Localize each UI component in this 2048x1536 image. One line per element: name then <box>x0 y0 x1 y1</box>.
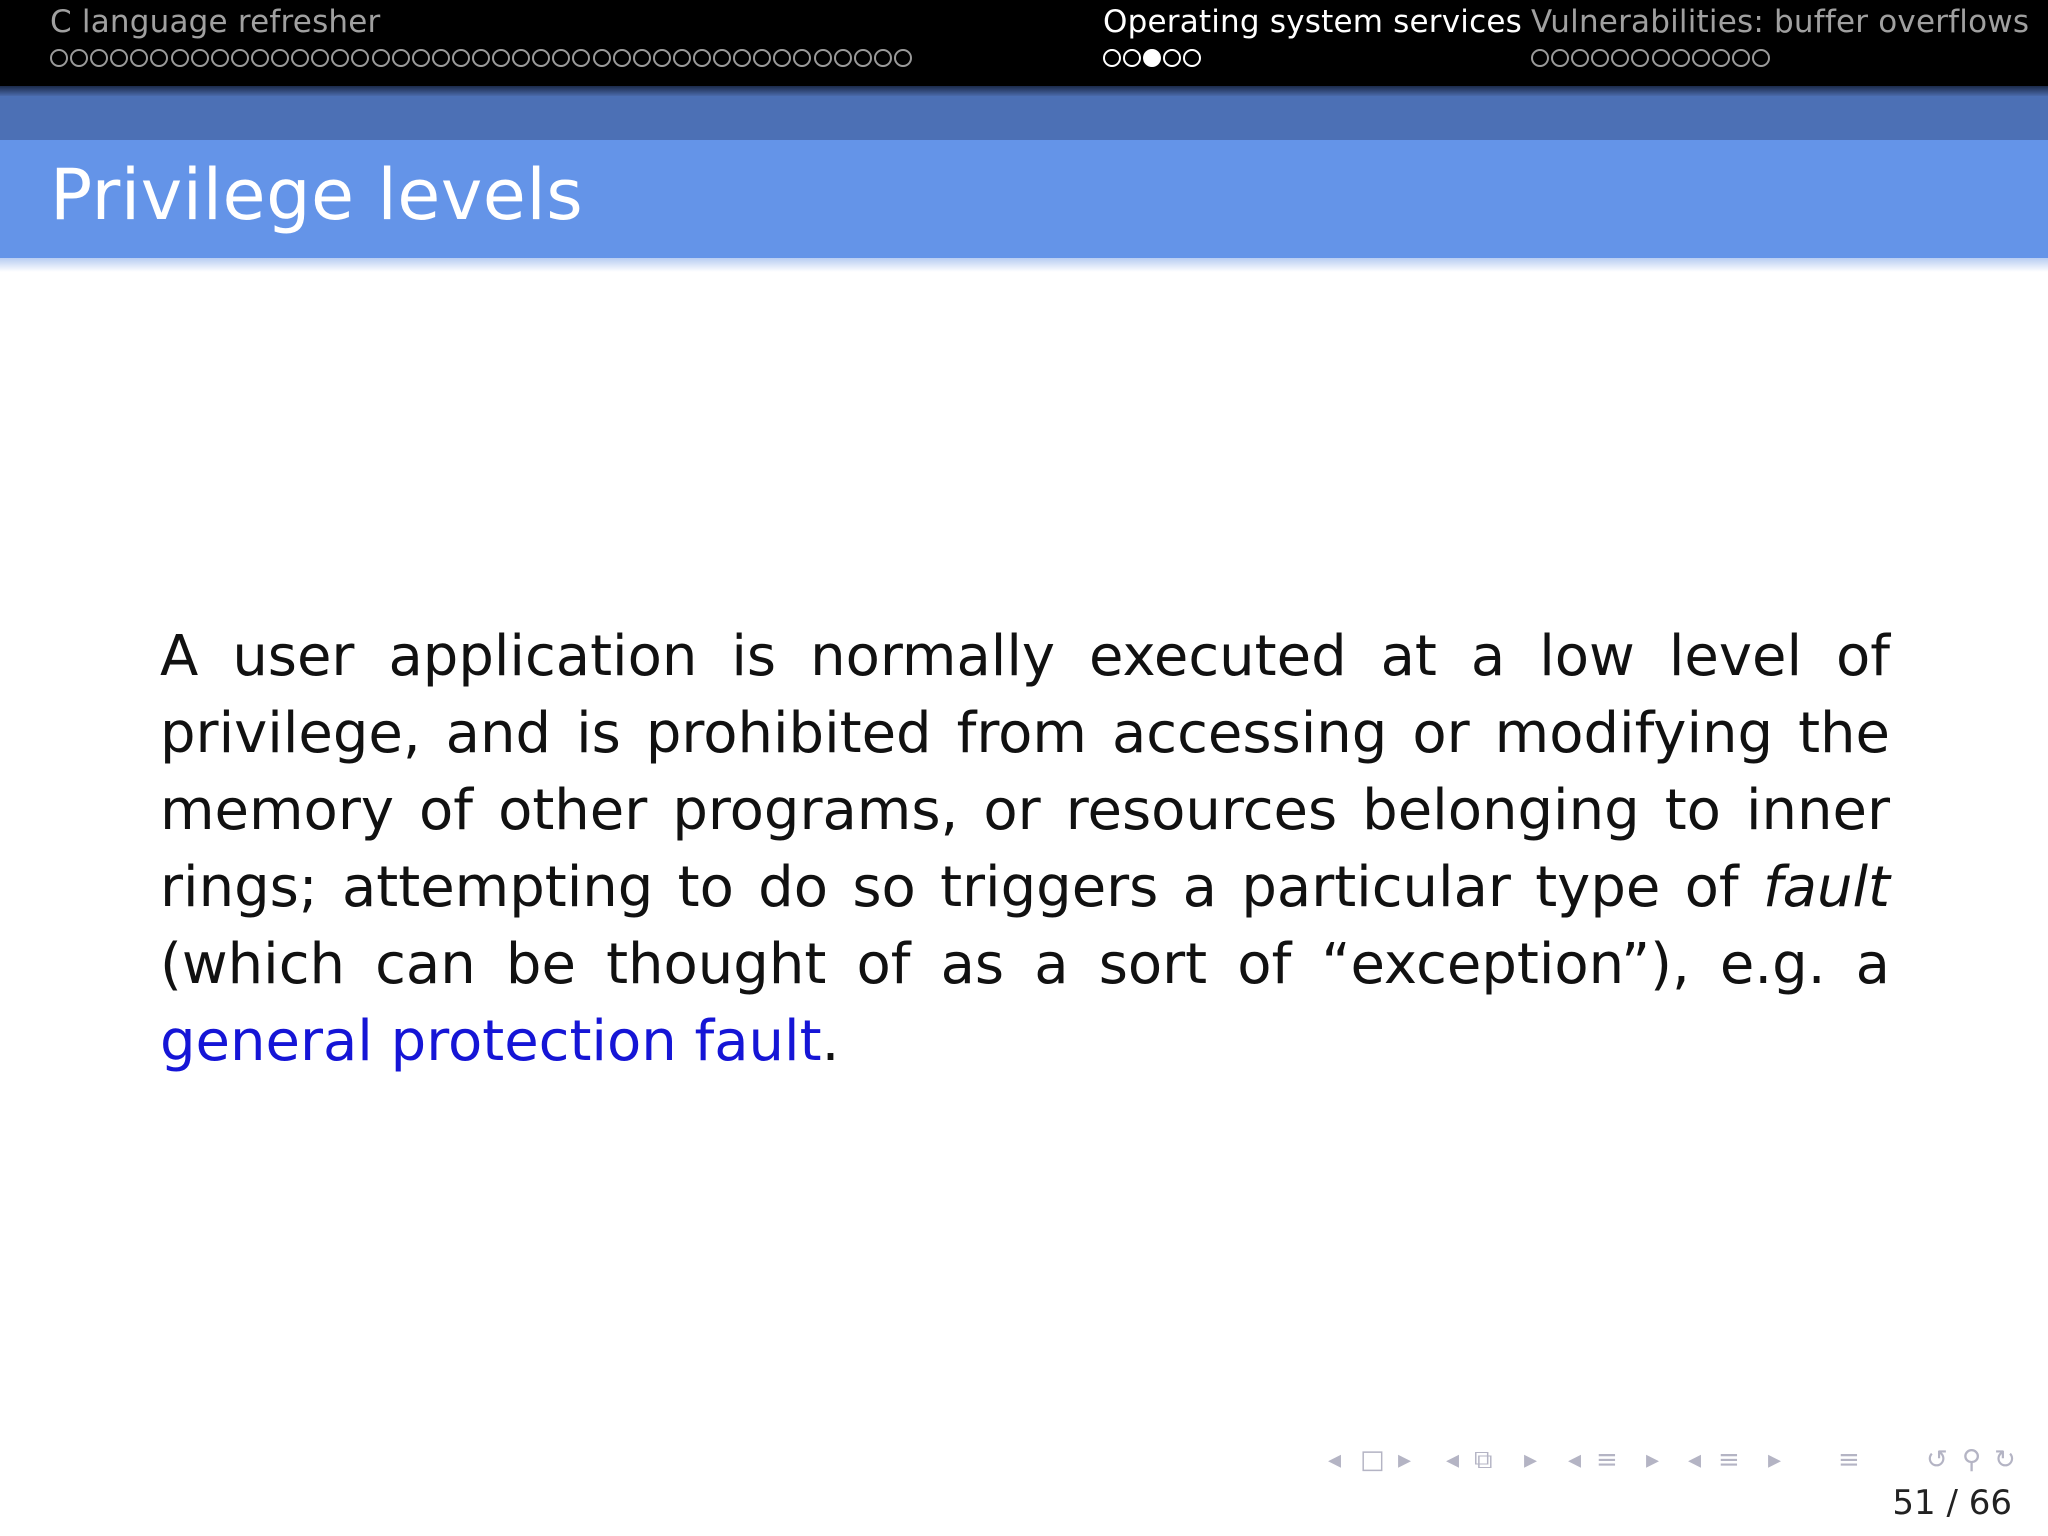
frame-dot[interactable] <box>432 49 450 67</box>
slide-icon[interactable]: □ <box>1360 1445 1385 1475</box>
frame-dot[interactable] <box>372 49 390 67</box>
frame-dot[interactable] <box>291 49 309 67</box>
prev-slide-icon[interactable]: ◂ <box>1328 1445 1342 1475</box>
beamer-navigation-symbols <box>1318 1442 2038 1482</box>
frame-dot[interactable] <box>653 49 671 67</box>
frame-title: Privilege levels <box>50 154 584 236</box>
frame-dot[interactable] <box>412 49 430 67</box>
next-subsection-icon[interactable]: ▸ <box>1646 1445 1660 1475</box>
frame-dot[interactable] <box>231 49 249 67</box>
frame-dot[interactable] <box>1732 49 1750 67</box>
frame-dot[interactable] <box>251 49 269 67</box>
frame-dot[interactable] <box>894 49 912 67</box>
nav-section-title[interactable]: Vulnerabilities: buffer overflows <box>1531 4 2030 40</box>
subsection-icon[interactable]: ≡ <box>1596 1445 1618 1475</box>
frame-icon[interactable]: ⧉ <box>1474 1445 1493 1475</box>
prev-subsection-icon[interactable]: ◂ <box>1568 1445 1582 1475</box>
next-frame-icon[interactable]: ▸ <box>1524 1445 1538 1475</box>
frame-dot[interactable] <box>1163 49 1181 67</box>
frame-dot[interactable] <box>1672 49 1690 67</box>
frame-dot[interactable] <box>271 49 289 67</box>
nav-section-title[interactable]: Operating system services <box>1103 4 1522 40</box>
frame-dot[interactable] <box>311 49 329 67</box>
frame-dot[interactable] <box>1551 49 1569 67</box>
frame-dot[interactable] <box>552 49 570 67</box>
frame-dot[interactable] <box>773 49 791 67</box>
document-icon[interactable]: ≡ <box>1838 1445 1860 1475</box>
frame-dot[interactable] <box>512 49 530 67</box>
frame-dot[interactable] <box>613 49 631 67</box>
frame-dot[interactable] <box>633 49 651 67</box>
frame-dot[interactable] <box>50 49 68 67</box>
current-frame-dot[interactable] <box>1143 49 1161 67</box>
frame-dot[interactable] <box>713 49 731 67</box>
frame-dot[interactable] <box>1692 49 1710 67</box>
next-section-icon[interactable]: ▸ <box>1768 1445 1782 1475</box>
frame-dot[interactable] <box>693 49 711 67</box>
frame-dot[interactable] <box>532 49 550 67</box>
frame-dot[interactable] <box>854 49 872 67</box>
frame-dot[interactable] <box>733 49 751 67</box>
frame-dot[interactable] <box>70 49 88 67</box>
frame-dot[interactable] <box>593 49 611 67</box>
frame-dot[interactable] <box>1123 49 1141 67</box>
frame-dot[interactable] <box>673 49 691 67</box>
frame-dot[interactable] <box>472 49 490 67</box>
forward-icon[interactable]: ↻ <box>1994 1445 2016 1475</box>
frame-dot[interactable] <box>1631 49 1649 67</box>
frame-dot[interactable] <box>392 49 410 67</box>
frame-dot[interactable] <box>171 49 189 67</box>
title-bar-shadow <box>0 258 2048 272</box>
frame-dot[interactable] <box>492 49 510 67</box>
nav-section-dots <box>1531 49 1770 67</box>
nav-section-dots <box>1103 49 1201 67</box>
frame-dot[interactable] <box>1103 49 1121 67</box>
emphasized-term: fault <box>1762 855 1890 920</box>
frame-dot[interactable] <box>1531 49 1549 67</box>
frame-dot[interactable] <box>874 49 892 67</box>
frame-dot[interactable] <box>753 49 771 67</box>
frame-dot[interactable] <box>452 49 470 67</box>
section-icon[interactable]: ≡ <box>1718 1445 1740 1475</box>
frame-dot[interactable] <box>130 49 148 67</box>
frame-dot[interactable] <box>1611 49 1629 67</box>
body-paragraph <box>160 618 1890 1080</box>
frame-dot[interactable] <box>1652 49 1670 67</box>
frame-dot[interactable] <box>793 49 811 67</box>
body-text-part: (which can be thought of as a sort of “exception”), e.g. a <box>160 932 1890 997</box>
frame-dot[interactable] <box>110 49 128 67</box>
prev-frame-icon[interactable]: ◂ <box>1446 1445 1460 1475</box>
frame-dot[interactable] <box>572 49 590 67</box>
general-protection-fault-link[interactable]: general protection fault <box>160 1009 822 1074</box>
header-band <box>0 96 2048 140</box>
frame-dot[interactable] <box>331 49 349 67</box>
frame-dot[interactable] <box>1571 49 1589 67</box>
nav-section-title[interactable]: C language refresher <box>50 4 381 40</box>
frame-dot[interactable] <box>351 49 369 67</box>
frame-dot[interactable] <box>1752 49 1770 67</box>
frame-dot[interactable] <box>90 49 108 67</box>
frame-dot[interactable] <box>834 49 852 67</box>
header-shadow <box>0 86 2048 96</box>
frame-dot[interactable] <box>1183 49 1201 67</box>
body-text-part: . <box>821 1009 840 1074</box>
frame-dot[interactable] <box>814 49 832 67</box>
frame-dot[interactable] <box>211 49 229 67</box>
frame-dot[interactable] <box>150 49 168 67</box>
frame-dot[interactable] <box>1591 49 1609 67</box>
prev-section-icon[interactable]: ◂ <box>1688 1445 1702 1475</box>
back-icon[interactable]: ↺ <box>1926 1445 1948 1475</box>
body-text-part: A user application is normally executed at a low level of privilege, and is prohibited from accessing or modifying the memory of other programs, or resources belonging to inner rings; attempting to do so triggers a particular type of <box>160 624 1890 920</box>
nav-section-dots <box>50 49 912 67</box>
page-number: 51 / 66 <box>1892 1483 2012 1523</box>
next-slide-icon[interactable]: ▸ <box>1398 1445 1412 1475</box>
frame-dot[interactable] <box>1712 49 1730 67</box>
section-navigation-bar <box>0 0 2048 86</box>
search-icon[interactable]: ⚲ <box>1962 1445 1982 1475</box>
frame-dot[interactable] <box>191 49 209 67</box>
